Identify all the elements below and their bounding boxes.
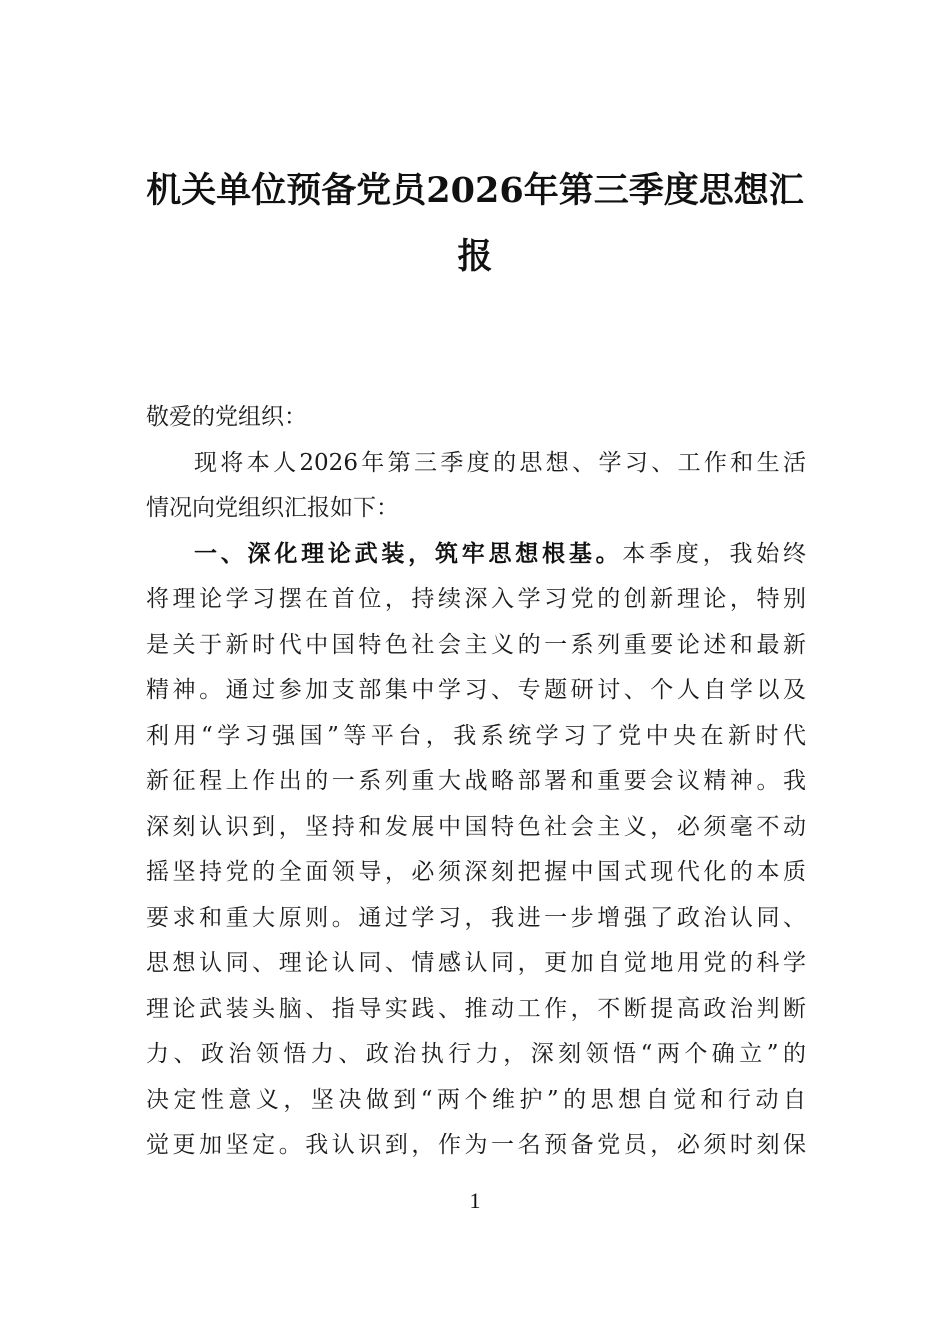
paragraph-line: 决定性意义，坚决做到“两个维护”的思想自觉和行动自 <box>146 1086 806 1113</box>
paragraph-line: 是关于新时代中国特色社会主义的一系列重要论述和最新 <box>146 631 806 658</box>
section-1-heading: 一、深化理论武装，筑牢思想根基。 <box>194 540 623 567</box>
paragraph-line: 深刻认识到，坚持和发展中国特色社会主义，必须毫不动 <box>146 813 806 840</box>
intro-line-1: 现将本人2026年第三季度的思想、学习、工作和生活 <box>194 449 806 476</box>
section-1-first-line <box>146 532 806 578</box>
paragraph-line: 力、政治领悟力、政治执行力，深刻领悟“两个确立”的 <box>146 1041 806 1067</box>
paragraph-line: 理论武装头脑、指导实践、推动工作，不断提高政治判断 <box>146 995 806 1022</box>
paragraph-line: 将理论学习摆在首位，持续深入学习党的创新理论，特别 <box>146 586 806 612</box>
document-body <box>146 395 806 1169</box>
paragraph-line: 精神。通过参加支部集中学习、专题研讨、个人自学以及 <box>146 677 806 703</box>
page-number: 1 <box>469 1188 481 1213</box>
section-1-first-line-rest: 本季度，我始终 <box>622 540 807 567</box>
paragraph-line: 新征程上作出的一系列重大战略部署和重要会议精神。我 <box>146 768 806 794</box>
paragraph-line: 要求和重大原则。通过学习，我进一步增强了政治认同、 <box>146 904 806 931</box>
document-title <box>140 158 810 290</box>
intro-line-2: 情况向党组织汇报如下： <box>146 495 399 521</box>
paragraph-line: 摇坚持党的全面领导，必须深刻把握中国式现代化的本质 <box>146 859 806 885</box>
title-line-1: 机关单位预备党员2026年第三季度思想汇 <box>146 170 804 211</box>
paragraph-line: 觉更加坚定。我认识到，作为一名预备党员，必须时刻保 <box>146 1132 806 1158</box>
paragraph-line: 利用“学习强国”等平台，我系统学习了党中央在新时代 <box>146 722 806 749</box>
title-line-2: 报 <box>457 236 493 277</box>
paragraph-line: 思想认同、理论认同、情感认同，更加自觉地用党的科学 <box>146 950 806 976</box>
salutation: 敬爱的党组织： <box>146 404 307 430</box>
